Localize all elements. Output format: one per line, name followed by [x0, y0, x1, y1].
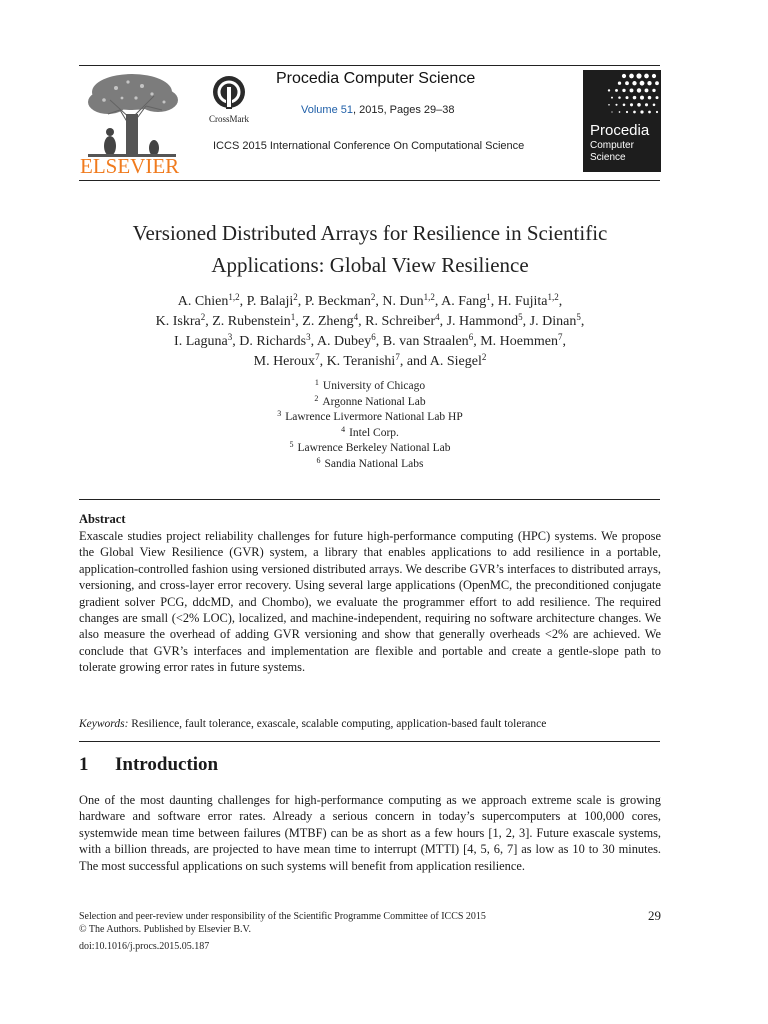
affiliation-number: 6 [316, 455, 321, 465]
procedia-logo-sub1: Computer [590, 140, 634, 151]
author-name: J. Hammond [446, 314, 519, 329]
affiliation-name: Lawrence Berkeley National Lab [297, 442, 451, 454]
author [441, 294, 498, 309]
procedia-logo-sub2: Science [590, 152, 626, 163]
author-separator: , [319, 354, 327, 369]
keywords [79, 718, 679, 730]
author-separator: , [310, 334, 317, 349]
author-name: K. Teranishi [326, 354, 396, 369]
author-affiliation-mark: 7 [395, 352, 400, 362]
author-name: K. Iskra [155, 314, 201, 329]
author-affiliation-mark: 2 [481, 352, 487, 362]
footer-review-line: Selection and peer-review under responsibility of the Scientific Programme Committee of ICCS 2015 [79, 911, 486, 922]
paper-title [0, 217, 740, 281]
author [447, 314, 530, 329]
section-title: Introduction [115, 754, 219, 775]
author-separator: , and [399, 354, 430, 369]
author-affiliation-mark: 1,2 [423, 292, 435, 302]
procedia-logo [583, 70, 661, 172]
author-affiliation-mark: 1,2 [547, 292, 559, 302]
author-affiliation-mark: 2 [200, 312, 206, 322]
paper-title-line-2: Applications: Global View Resilience [211, 253, 529, 277]
author [254, 354, 327, 369]
author [178, 294, 247, 309]
page-number: 29 [648, 908, 661, 923]
author-name: N. Dun [382, 294, 424, 309]
author-separator: , [239, 294, 247, 309]
header-bottom-rule [79, 180, 660, 181]
author-affiliation-mark: 7 [557, 332, 563, 342]
author-line [0, 312, 740, 332]
author [239, 334, 317, 349]
procedia-logo-subtitle [590, 140, 634, 164]
volume-link[interactable]: Volume 51 [301, 104, 353, 116]
affiliation-name: Lawrence Livermore National Lab HP [285, 411, 463, 423]
author-affiliation-mark: 4 [353, 312, 359, 322]
affiliation-name: Argonne National Lab [322, 395, 426, 408]
author-name: P. Balaji [246, 294, 294, 309]
conference-name: ICCS 2015 International Conference On Computational Science [213, 140, 525, 152]
abstract-text: Exascale studies project reliability challenges for future high-performance computing (HPC) systems. We propose the Global View Resilience (GVR) system, a library that enables applications to add resilience in a portable, application-controlled fashion using versioned distributed arrays. We describe GVR’s interfaces to distributed arrays, versioning, and cross-layer error recovery. Using several large applications (OpenMC, the preconditioned conjugate gradient solver PCG, ddcMD, and Chombo), we evaluate the programmer effort to add resilience. The required changes are small (<2% LOC), localized, and machine-independent, requiring no software architecture changes. We also measure the overhead of adding GVR versioning and show that generally overheads <2% are achieved. We conclude that GVR’s interfaces and implementation are flexible and portable and create a gentle-slope path to tolerate growing error rates in future systems. [79, 529, 661, 675]
footer-copyright-line: © The Authors. Published by Elsevier B.V. [79, 924, 251, 935]
author-list [0, 292, 740, 372]
author [383, 334, 480, 349]
author-line [0, 292, 740, 312]
author-affiliation-mark: 6 [371, 332, 376, 342]
author-affiliation-mark: 2 [293, 292, 298, 302]
author [530, 314, 585, 329]
volume-pages: , 2015, Pages 29–38 [352, 104, 455, 116]
author-separator: , [439, 314, 447, 329]
author-name: M. Heroux [253, 354, 316, 369]
author-affiliation-mark: 3 [227, 332, 233, 342]
abstract-heading: Abstract [79, 512, 126, 526]
author [480, 334, 566, 349]
elsevier-wordmark: ELSEVIER [80, 154, 180, 178]
author [382, 294, 441, 309]
author-name: P. Beckman [304, 294, 371, 309]
author-affiliation-mark: 5 [518, 312, 523, 322]
author-separator: , [295, 314, 303, 329]
author-separator: , [522, 314, 530, 329]
paper-title-line-1: Versioned Distributed Arrays for Resilience in Scientific [132, 221, 608, 245]
author-affiliation-mark: 2 [370, 292, 376, 302]
author-separator: , [358, 314, 366, 329]
doi[interactable]: doi:10.1016/j.procs.2015.05.187 [79, 941, 210, 952]
keywords-label: Keywords: [79, 718, 129, 730]
author-separator: , [375, 334, 383, 349]
procedia-dots-icon [603, 72, 659, 120]
author-affiliation-mark: 1 [290, 312, 296, 322]
author-line [0, 352, 740, 372]
affiliation [0, 457, 740, 473]
author-separator: , [562, 334, 566, 349]
abstract-bottom-rule [79, 741, 660, 742]
author-separator: , [580, 314, 585, 329]
author [212, 314, 302, 329]
affiliation-name: Intel Corp. [349, 426, 399, 439]
affiliation [0, 410, 740, 426]
author [156, 314, 213, 329]
abstract-top-rule [79, 499, 660, 500]
author [305, 294, 383, 309]
header-top-rule [79, 65, 660, 66]
author-name: I. Laguna [174, 334, 228, 349]
journal-title: Procedia Computer Science [276, 70, 476, 87]
author-separator: , [375, 294, 383, 309]
author-name: A. Dubey [316, 334, 372, 349]
author [498, 294, 563, 309]
author-separator: , [473, 334, 481, 349]
procedia-logo-name: Procedia [590, 122, 650, 139]
section-heading [79, 754, 218, 776]
affiliation [0, 395, 740, 411]
affiliation [0, 379, 740, 395]
author-affiliation-mark: 4 [435, 312, 440, 322]
author-name: A. Chien [177, 294, 229, 309]
author-name: M. Hoemmen [480, 334, 558, 349]
author-separator: , [490, 294, 498, 309]
author [317, 334, 383, 349]
affiliation-number: 4 [341, 424, 346, 434]
affiliation-number: 1 [314, 378, 319, 387]
author-separator: , [232, 334, 240, 349]
author-name: H. Fujita [497, 294, 548, 309]
author-name: A. Siegel [429, 354, 482, 369]
volume-line [301, 104, 455, 116]
author-separator: , [297, 294, 305, 309]
author [302, 314, 365, 329]
crossmark-label: CrossMark [209, 114, 249, 124]
author [365, 314, 446, 329]
author-affiliation-mark: 1,2 [228, 292, 240, 302]
introduction-text: One of the most daunting challenges for high-performance computing as we approach extreme scale is growing hardware and software error rates. Already a serious concern in today’s supercomputers at 100,000 cores, systemwide mean time between failures (MTBF) can be as short as a few hours [1, 2, 3]. Future exascale systems, with a billion threads, are projected to have mean time to interrupt (MTTI) [4, 5, 6, 7] as low as 10 to 30 minutes. The most successful applications on such systems will benefit from application resilience. [79, 793, 661, 873]
author-separator: , [205, 314, 213, 329]
author-name: D. Richards [239, 334, 307, 349]
affiliation [0, 441, 740, 457]
author [174, 334, 239, 349]
author [247, 294, 305, 309]
affiliation-number: 5 [289, 440, 294, 449]
author-name: R. Schreiber [365, 314, 436, 329]
author-name: Z. Zheng [302, 314, 354, 329]
author-affiliation-mark: 5 [576, 312, 581, 322]
author-affiliation-mark: 1 [486, 292, 491, 302]
affiliation-number: 3 [277, 409, 282, 418]
affiliation-list [0, 379, 740, 472]
author-affiliation-mark: 7 [315, 352, 320, 362]
affiliation-name: University of Chicago [322, 380, 426, 392]
author-name: B. van Straalen [382, 334, 469, 349]
affiliation [0, 426, 740, 442]
footer-note [79, 910, 486, 936]
author-separator: , [558, 294, 563, 309]
section-number: 1 [79, 754, 89, 775]
author-name: Z. Rubenstein [212, 314, 291, 329]
crossmark-badge[interactable] [206, 75, 252, 124]
author-affiliation-mark: 3 [306, 332, 311, 342]
elsevier-tree-logo [80, 70, 184, 158]
author-name: A. Fang [441, 294, 487, 309]
keywords-list: Resilience, fault tolerance, exascale, scalable computing, application-based fault tolerance [131, 718, 547, 730]
author [327, 354, 430, 369]
author-affiliation-mark: 6 [468, 332, 474, 342]
author-name: J. Dinan [529, 314, 577, 329]
author-separator: , [434, 294, 442, 309]
affiliation-name: Sandia National Labs [324, 457, 424, 470]
author [430, 354, 487, 369]
author-line [0, 332, 740, 352]
affiliation-number: 2 [314, 393, 319, 403]
crossmark-icon [209, 75, 249, 109]
